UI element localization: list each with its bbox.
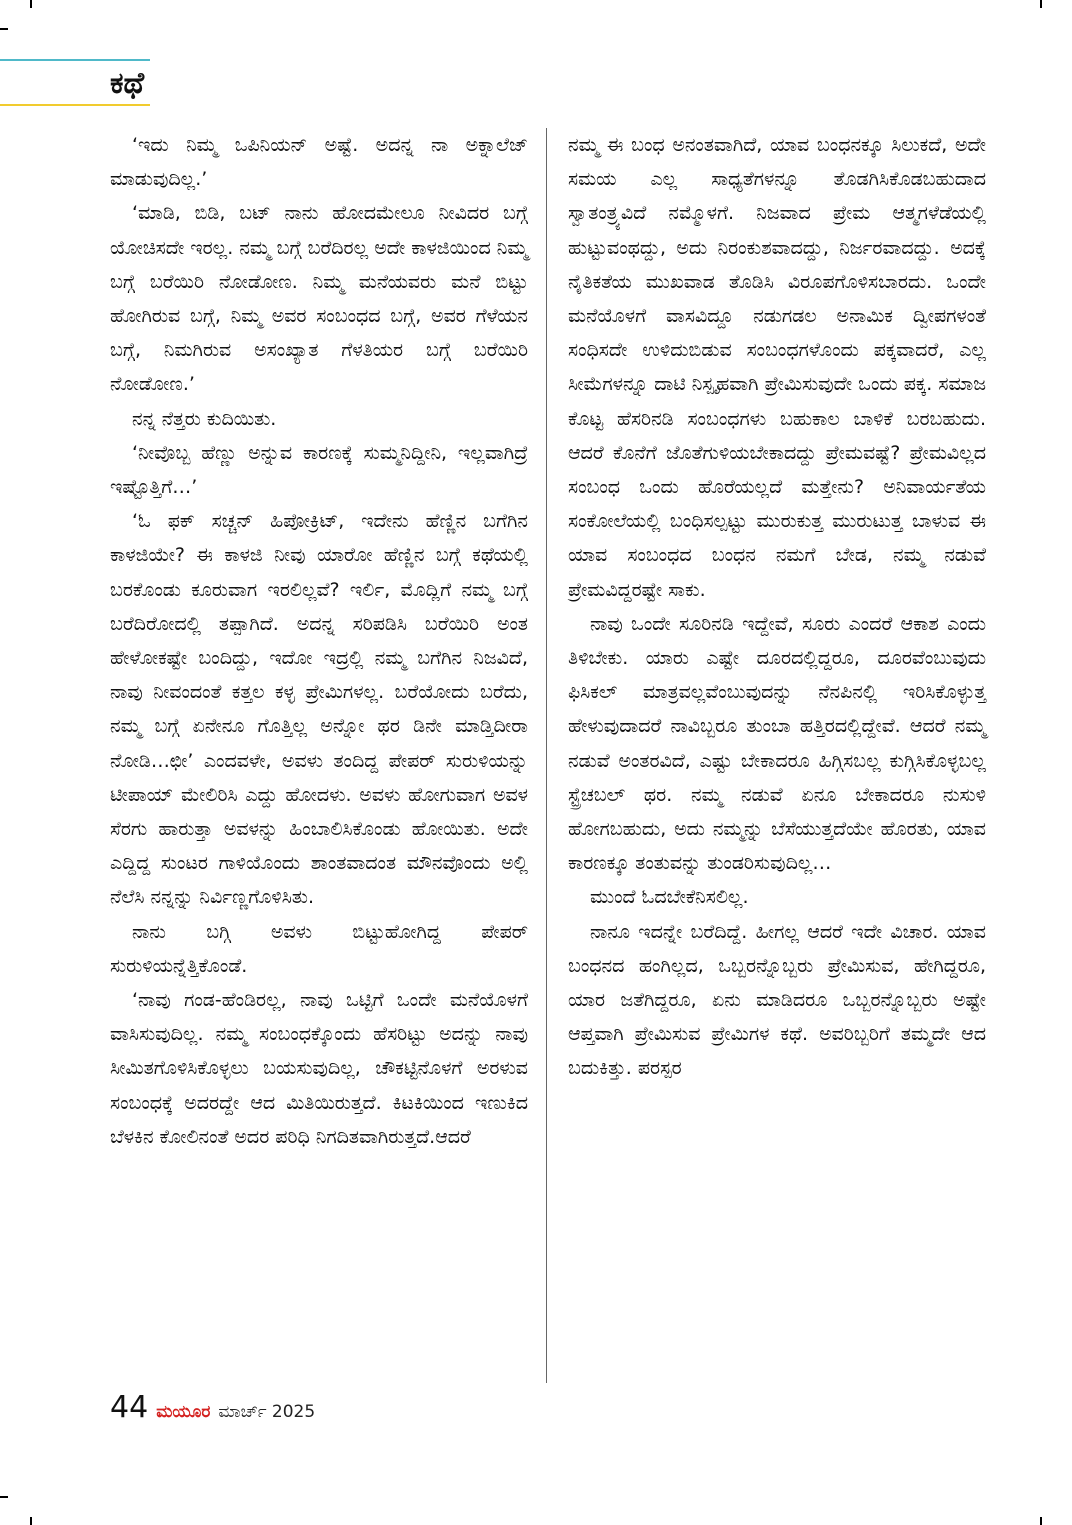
section-title: ಕಥೆ (110, 66, 145, 101)
left-column (110, 128, 528, 1154)
paragraph: ನಾನೂ ಇದನ್ನೇ ಬರೆದಿದ್ದೆ. ಹೀಗಲ್ಲ ಆದರೆ ಇದೇ ವಿಚಾರ. ಯಾವ ಬಂಧನದ ಹಂಗಿಲ್ಲದ, ಒಬ್ಬರನ್ನೊಬ್ಬರು ಪ್ರೇಮಿಸುವ, ಹೇಗಿದ್ದರೂ, ಯಾರ ಜತೆಗಿದ್ದರೂ, ಏನು ಮಾಡಿದರೂ ಒಬ್ಬರನ್ನೊಬ್ಬರು ಅಷ್ಟೇ ಆಪ್ತವಾಗಿ ಪ್ರೇಮಿಸುವ ಪ್ರೇಮಿಗಳ ಕಥೆ. ಅವರಿಬ್ಬರಿಗೆ ತಮ್ಮದೇ ಆದ ಬದುಕಿತ್ತು. ಪರಸ್ಪರ (568, 920, 986, 1080)
paragraph: ನಾನು ಬಗ್ಗಿ ಅವಳು ಬಿಟ್ಟುಹೋಗಿದ್ದ ಪೇಪರ್ ಸುರುಳಿಯನ್ನೆತ್ತಿಕೊಂಡೆ. (110, 920, 528, 977)
right-column (568, 128, 986, 1086)
crop-mark (1040, 0, 1042, 8)
paragraph: ನಮ್ಮ ಈ ಬಂಧ ಅನಂತವಾಗಿದೆ, ಯಾವ ಬಂಧನಕ್ಕೂ ಸಿಲುಕದೆ, ಅದೇ ಸಮಯ ಎಲ್ಲ ಸಾಧ್ಯತೆಗಳನ್ನೂ ತೊಡಗಿಸಿಕೊಡಬಹುದಾದ ಸ್ವಾತಂತ್ರ್ಯವಿದೆ ನಮ್ಮೊಳಗೆ. ನಿಜವಾದ ಪ್ರೇಮ ಆತ್ಮಗಳೆಡೆಯಲ್ಲಿ ಹುಟ್ಟುವಂಥದ್ದು, ಅದು ನಿರಂಕುಶವಾದದ್ದು, ನಿರ್ಜರವಾದದ್ದು. ಅದಕ್ಕೆ ನೈತಿಕತೆಯ ಮುಖವಾಡ ತೊಡಿಸಿ ವಿರೂಪಗೊಳಿಸಬಾರದು. ಒಂದೇ ಮನೆಯೊಳಗೆ ವಾಸವಿದ್ದೂ ನಡುಗಡಲ ಅನಾಮಿಕ ದ್ವೀಪಗಳಂತೆ ಸಂಧಿಸದೇ ಉಳಿದುಬಿಡುವ ಸಂಬಂಧಗಳೊಂದು ಪಕ್ಕವಾದರೆ, ಎಲ್ಲ ಸೀಮೆಗಳನ್ನೂ ದಾಟಿ ನಿಸ್ಪೃಹವಾಗಿ ಪ್ರೇಮಿಸುವುದೇ ಒಂದು ಪಕ್ಕ. ಸಮಾಜ ಕೊಟ್ಟ ಹೆಸರಿನಡಿ ಸಂಬಂಧಗಳು ಬಹುಕಾಲ ಬಾಳಿಕೆ ಬರಬಹುದು. ಆದರೆ ಕೊನೆಗೆ ಜೊತೆಗುಳಿಯಬೇಕಾದದ್ದು ಪ್ರೇಮವಷ್ಟೆ? ಪ್ರೇಮವಿಲ್ಲದ ಸಂಬಂಧ ಒಂದು ಹೊರೆಯಲ್ಲದೆ ಮತ್ತೇನು? ಅನಿವಾರ್ಯತೆಯ ಸಂಕೋಲೆಯಲ್ಲಿ ಬಂಧಿಸಲ್ಪಟ್ಟು ಮುರುಕುತ್ತ ಮುರುಟುತ್ತ ಬಾಳುವ ಈ ಯಾವ ಸಂಬಂಧದ ಬಂಧನ ನಮಗೆ ಬೇಡ, ನಮ್ಮ ನಡುವೆ ಪ್ರೇಮವಿದ್ದರಷ್ಟೇ ಸಾಕು. (568, 134, 986, 601)
header-rule-top (0, 59, 150, 61)
paragraph: ನನ್ನ ನೆತ್ತರು ಕುದಿಯಿತು. (132, 407, 277, 430)
header-rule-bottom (0, 104, 150, 106)
magazine-logo: ಮಯೂರ (156, 1402, 211, 1422)
crop-mark (30, 0, 32, 8)
crop-mark (0, 1496, 8, 1498)
page-number: 44 (110, 1390, 149, 1425)
paragraph: ‘ನೀವೊಬ್ಬ ಹೆಣ್ಣು ಅನ್ನುವ ಕಾರಣಕ್ಕೆ ಸುಮ್ಮನಿದ್ದೀನಿ, ಇಲ್ಲವಾಗಿದ್ರೆ ಇಷ್ಟೊತ್ತಿಗೆ…’ (110, 441, 528, 499)
paragraph: ನಾವು ಒಂದೇ ಸೂರಿನಡಿ ಇದ್ದೇವೆ, ಸೂರು ಎಂದರೆ ಆಕಾಶ ಎಂದು ತಿಳಿಬೇಕು. ಯಾರು ಎಷ್ಟೇ ದೂರದಲ್ಲಿದ್ದರೂ, ದೂರವೆಂಬುವುದು ಫಿಸಿಕಲ್ ಮಾತ್ರವಲ್ಲವೆಂಬುವುದನ್ನು ನೆನಪಿನಲ್ಲಿ ಇರಿಸಿಕೊಳ್ಳುತ್ತ ಹೇಳುವುದಾದರೆ ನಾವಿಬ್ಬರೂ ತುಂಬಾ ಹತ್ತಿರದಲ್ಲಿದ್ದೇವೆ. ಆದರೆ ನಮ್ಮ ನಡುವೆ ಅಂತರವಿದೆ, ಎಷ್ಟು ಬೇಕಾದರೂ ಹಿಗ್ಗಿಸಬಲ್ಲ ಕುಗ್ಗಿಸಿಕೊಳ್ಳಬಲ್ಲ ಸ್ಟ್ರೆಚಬಲ್ ಥರ. ನಮ್ಮ ನಡುವೆ ಏನೂ ಬೇಕಾದರೂ ನುಸುಳಿ ಹೋಗಬಹುದು, ಅದು ನಮ್ಮನ್ನು ಬೆಸೆಯುತ್ತದೆಯೇ ಹೊರತು, ಯಾವ ಕಾರಣಕ್ಕೂ ತಂತುವನ್ನು ತುಂಡರಿಸುವುದಿಲ್ಲ… (568, 612, 986, 875)
issue-date: ಮಾರ್ಚ್ 2025 (218, 1402, 316, 1422)
paragraph: ‘ಮಾಡಿ, ಬಿಡಿ, ಬಟ್ ನಾನು ಹೋದಮೇಲೂ ನೀವಿದರ ಬಗ್ಗೆ ಯೋಚಿಸದೇ ಇರಲ್ಲ. ನಮ್ಮ ಬಗ್ಗೆ ಬರೆದಿರಲ್ಲ ಅದೇ ಕಾಳಜಿಯಿಂದ ನಿಮ್ಮ ಬಗ್ಗೆ ಬರೆಯಿರಿ ನೋಡೋಣ. ನಿಮ್ಮ ಮನೆಯವರು ಮನೆ ಬಿಟ್ಟು ಹೋಗಿರುವ ಬಗ್ಗೆ, ನಿಮ್ಮ ಅವರ ಸಂಬಂಧದ ಬಗ್ಗೆ, ಅವರ ಗೆಳೆಯನ ಬಗ್ಗೆ, ನಿಮಗಿರುವ ಅಸಂಖ್ಯಾತ ಗೆಳತಿಯರ ಬಗ್ಗೆ ಬರೆಯಿರಿ ನೋಡೋಣ.’ (110, 202, 528, 396)
column-divider (546, 128, 547, 1383)
page-footer (110, 1390, 315, 1430)
crop-mark (1040, 1517, 1042, 1525)
paragraph: ‘ಇದು ನಿಮ್ಮ ಒಪಿನಿಯನ್ ಅಷ್ಟೆ. ಅದನ್ನ ನಾ ಅಕ್ನಾಲೆಜ್ ಮಾಡುವುದಿಲ್ಲ.’ (110, 134, 528, 191)
paragraph: ‘ನಾವು ಗಂಡ-ಹೆಂಡಿರಲ್ಲ, ನಾವು ಒಟ್ಟಿಗೆ ಒಂದೇ ಮನೆಯೊಳಗೆ ವಾಸಿಸುವುದಿಲ್ಲ. ನಮ್ಮ ಸಂಬಂಧಕ್ಕೊಂದು ಹೆಸರಿಟ್ಟು ಅದನ್ನು ನಾವು ಸೀಮಿತಗೊಳಿಸಿಕೊಳ್ಳಲು ಬಯಸುವುದಿಲ್ಲ, ಚೌಕಟ್ಟಿನೊಳಗೆ ಅರಳುವ ಸಂಬಂಧಕ್ಕೆ ಅದರದ್ದೇ ಆದ ಮಿತಿಯಿರುತ್ತದೆ. ಕಿಟಕಿಯಿಂದ ಇಣುಕಿದ ಬೆಳಕಿನ ಕೋಲಿನಂತೆ ಅದರ ಪರಿಧಿ ನಿಗದಿತವಾಗಿರುತ್ತದೆ.ಆದರೆ (110, 989, 528, 1148)
crop-mark (0, 28, 8, 30)
paragraph: ಮುಂದೆ ಓದಬೇಕೆನಿಸಲಿಲ್ಲ. (590, 886, 749, 909)
paragraph: ‘ಓ ಫಕ್ ಸಚ್ಚನ್ ಹಿಪೋಕ್ರಿಟ್, ಇದೇನು ಹೆಣ್ಣಿನ ಬಗೆಗಿನ ಕಾಳಜಿಯೇ? ಈ ಕಾಳಜಿ ನೀವು ಯಾರೋ ಹೆಣ್ಣಿನ ಬಗ್ಗೆ ಕಥೆಯಲ್ಲಿ ಬರಕೊಂಡು ಕೂರುವಾಗ ಇರಲಿಲ್ಲವೆ? ಇರ್ಲಿ, ಮೊದ್ಲಿಗೆ ನಮ್ಮ ಬಗ್ಗೆ ಬರೆದಿರೋದಲ್ಲಿ ತಪ್ಪಾಗಿದೆ. ಅದನ್ನ ಸರಿಪಡಿಸಿ ಬರೆಯಿರಿ ಅಂತ ಹೇಳೋಕಷ್ಟೇ ಬಂದಿದ್ದು, ಇದೋ ಇದ್ರಲ್ಲಿ ನಮ್ಮ ಬಗೆಗಿನ ನಿಜವಿದೆ, ನಾವು ನೀವಂದಂತೆ ಕತ್ತಲ ಕಳ್ಳ ಪ್ರೇಮಿಗಳಲ್ಲ. ಬರೆಯೋದು ಬರೆದು, ನಮ್ಮ ಬಗ್ಗೆ ಏನೇನೂ ಗೊತ್ತಿಲ್ಲ ಅನ್ನೋ ಥರ ಡಿನೇ ಮಾಡ್ತಿದೀರಾ ನೋಡಿ…ಛೀ’ ಎಂದವಳೇ, ಅವಳು ತಂದಿದ್ದ ಪೇಪರ್ ಸುರುಳಿಯನ್ನು ಟೀಪಾಯ್ ಮೇಲಿರಿಸಿ ಎದ್ದು ಹೋದಳು. ಅವಳು ಹೋಗುವಾಗ ಅವಳ ಸೆರಗು ಹಾರುತ್ತಾ ಅವಳನ್ನು ಹಿಂಬಾಲಿಸಿಕೊಂಡು ಹೋಯಿತು. ಅದೇ ಎದ್ದಿದ್ದ ಸುಂಟರ ಗಾಳಿಯೊಂದು ಶಾಂತವಾದಂತ ಮೌನವೊಂದು ಅಲ್ಲಿ ನೆಲೆಸಿ ನನ್ನನ್ನು ನಿರ್ವಿಣ್ಣಗೊಳಿಸಿತು. (110, 510, 528, 909)
crop-mark (30, 1517, 32, 1525)
